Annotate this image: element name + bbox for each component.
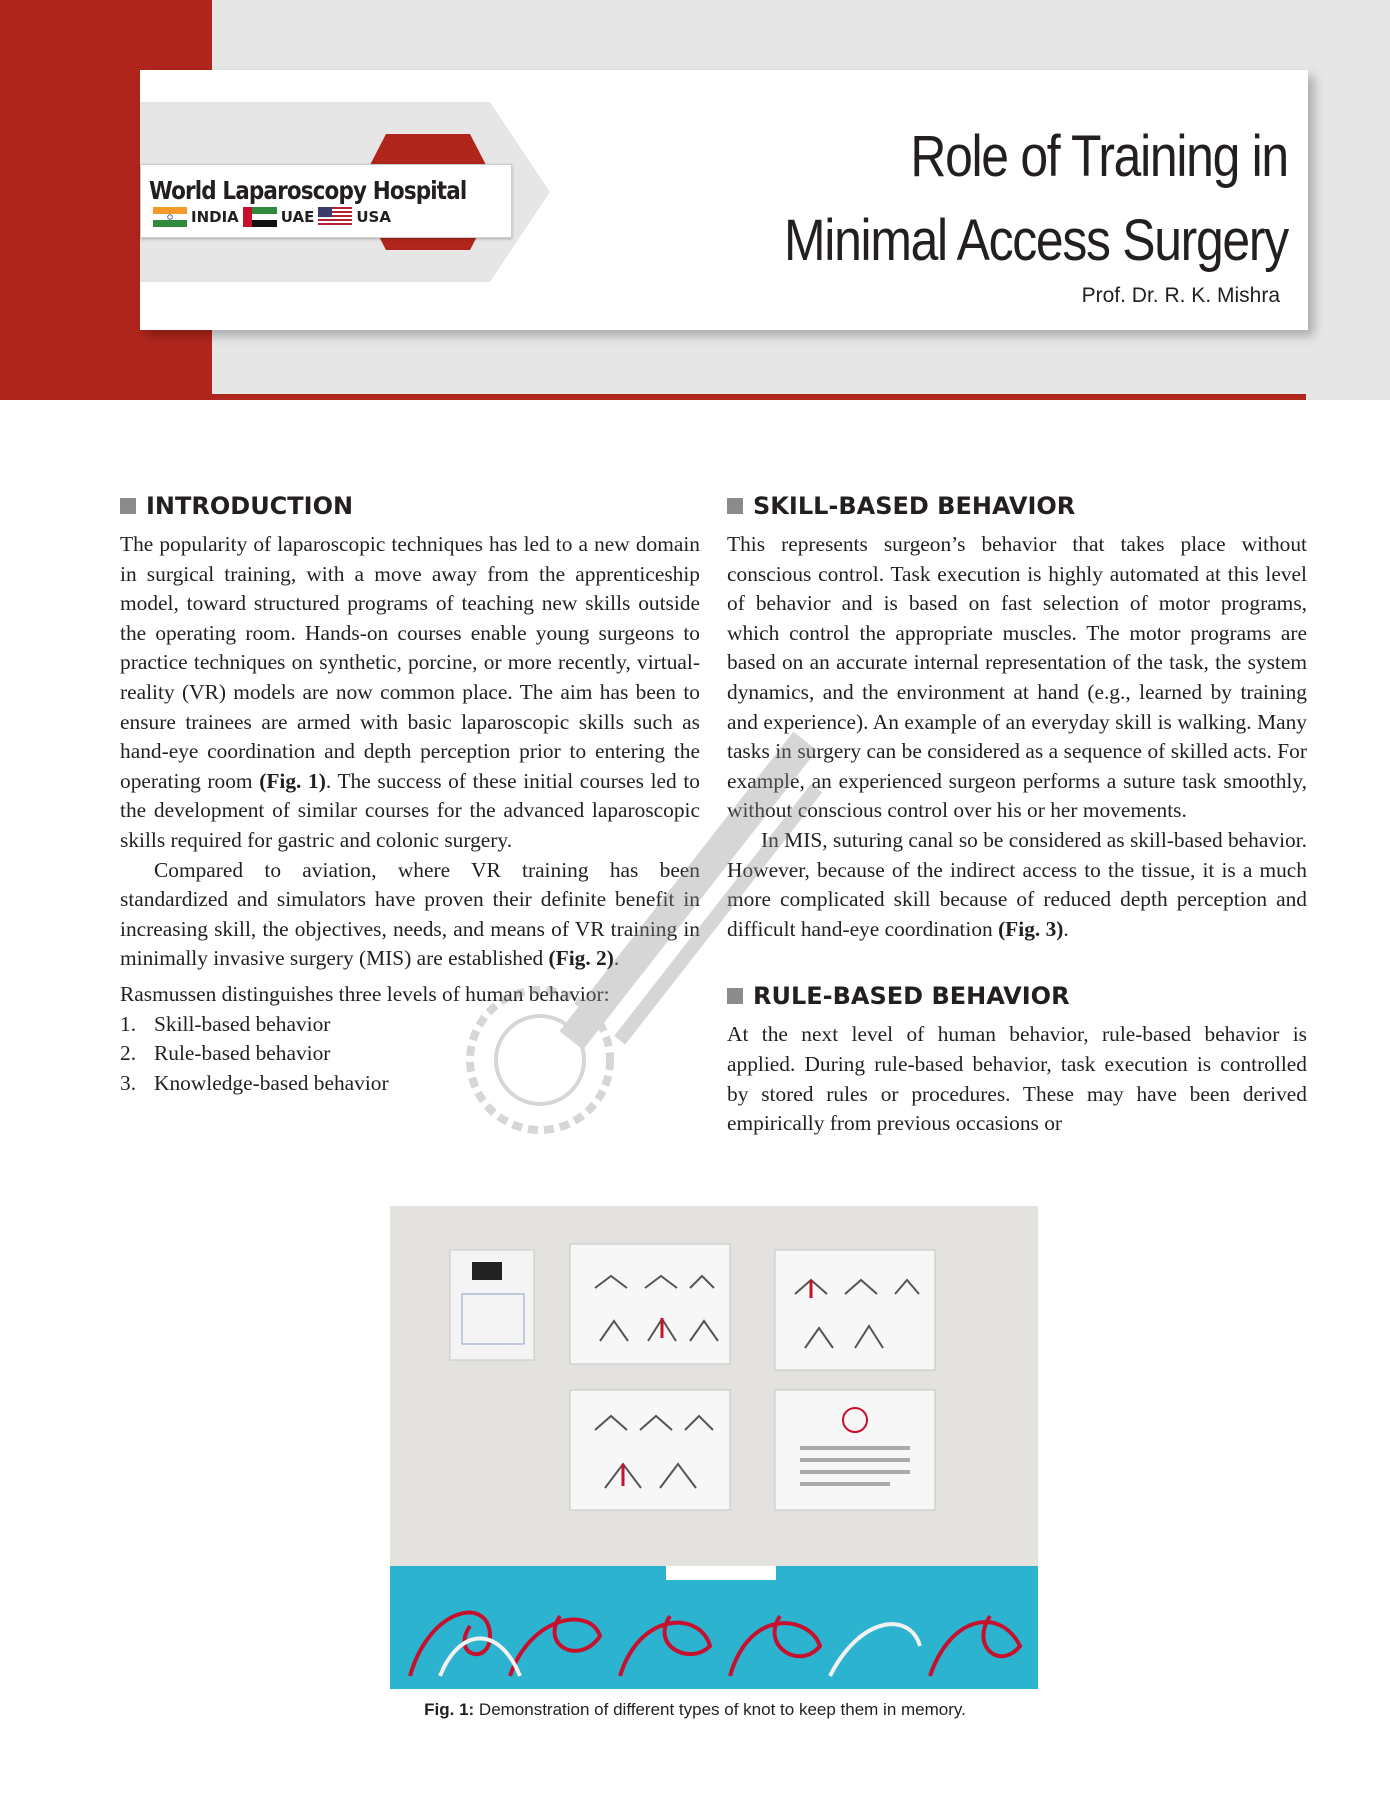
fig-1-reference: (Fig. 1) (259, 768, 326, 793)
left-column (120, 488, 700, 1098)
behavior-levels-list (120, 1010, 700, 1099)
knot-board-3 (570, 1390, 730, 1510)
figure-1-caption (0, 1700, 1390, 1720)
skill-based-paragraph-2: In MIS, suturing canal so be considered as skill-based behavior. However, because of the indirect access to the tissue, it is a much more complicated skill because of reduced depth perception and difficult hand-eye coordination (Fig. 3). (727, 827, 1307, 941)
uae-flag-icon (243, 207, 277, 227)
figure-caption-label: Fig. 1: (424, 1700, 475, 1719)
list-item: 1. Skill-based behavior (120, 1011, 331, 1036)
introduction-paragraph-1: The popularity of laparoscopic techniques has led to a new domain in surgical training, with a move away from the apprenticeship model, toward structured programs of teaching new skills outside the operating room. Hands-on courses enable young surgeons to practice techniques on synthetic, porcine, or more recently, virtual-reality (VR) models are now common place. The aim has been to ensure trainees are armed with basic laparoscopic skills such as hand-eye coordination and depth perception prior to entering the operating room (Fig. 1). The success of these initial courses led to the development of similar courses for the advanced laparoscopic skills required for gastric and colonic surgery. (120, 532, 700, 852)
instruction-sheet (450, 1250, 534, 1360)
knot-board-4 (775, 1390, 935, 1510)
skill-based-paragraph-1: This represents surgeon’s behavior that takes place without conscious control. Task execution is highly automated at this level of behavior and is based on fast selection of motor programs, which control the appropriate muscles. The motor programs are based on an accurate internal representation of the task, the system dynamics, and the environment at hand (e.g., learned by training and experience). An example of an everyday skill is walking. Many tasks in surgery can be considered as a sequence of skilled acts. For example, an experienced surgeon performs a suture task smoothly, without conscious control over his or her movements. (727, 532, 1307, 823)
hospital-logo (140, 164, 512, 238)
knot-board-1 (570, 1244, 730, 1364)
introduction-heading: INTRODUCTION (120, 488, 700, 524)
skill-based-heading: SKILL-BASED BEHAVIOR (727, 488, 1307, 524)
knot-display-illustration (390, 1206, 1038, 1689)
country-usa: USA (356, 207, 391, 226)
figure-caption-text: Demonstration of different types of knot to keep them in memory. (474, 1700, 966, 1719)
chapter-title (784, 115, 1288, 283)
logo-name: World Laparoscopy Hospital (149, 175, 467, 205)
rule-based-heading: RULE-BASED BEHAVIOR (727, 978, 1307, 1014)
introduction-paragraph-3: Rasmussen distinguishes three levels of human behavior: (120, 981, 610, 1006)
fig-2-reference: (Fig. 2) (548, 946, 614, 971)
list-item: 3. Knowledge-based behavior (120, 1070, 389, 1095)
author: Prof. Dr. R. K. Mishra (1081, 284, 1280, 307)
heading-square-icon (120, 498, 136, 514)
introduction-paragraph-2: Compared to aviation, where VR training has been standardized and simulators have proven their definite benefit in increasing skill, the objectives, needs, and means of VR training in minimally invasive surgery (MIS) are established (Fig. 2). (120, 857, 700, 971)
title-line-2: Minimal Access Surgery (784, 208, 1288, 273)
india-flag-icon (153, 207, 187, 227)
figure-1-photo (390, 1206, 1038, 1689)
rule-based-paragraph-1: At the next level of human behavior, rule-based behavior is applied. During rule-based behavior, task execution is controlled by stored rules or procedures. These may have been derived empirically from previous occasions or (727, 1022, 1307, 1136)
title-line-1: Role of Training in (910, 124, 1288, 189)
logo-countries (149, 207, 518, 227)
knot-board-2 (775, 1250, 935, 1370)
list-item: 2. Rule-based behavior (120, 1041, 331, 1066)
header-red-rule (212, 394, 1306, 400)
heading-square-icon (727, 498, 743, 514)
usa-flag-icon (318, 207, 352, 227)
right-column (727, 488, 1307, 1139)
country-india: INDIA (191, 207, 239, 226)
heading-square-icon (727, 988, 743, 1004)
country-uae: UAE (280, 207, 315, 226)
fig-3-reference: (Fig. 3) (998, 916, 1064, 941)
